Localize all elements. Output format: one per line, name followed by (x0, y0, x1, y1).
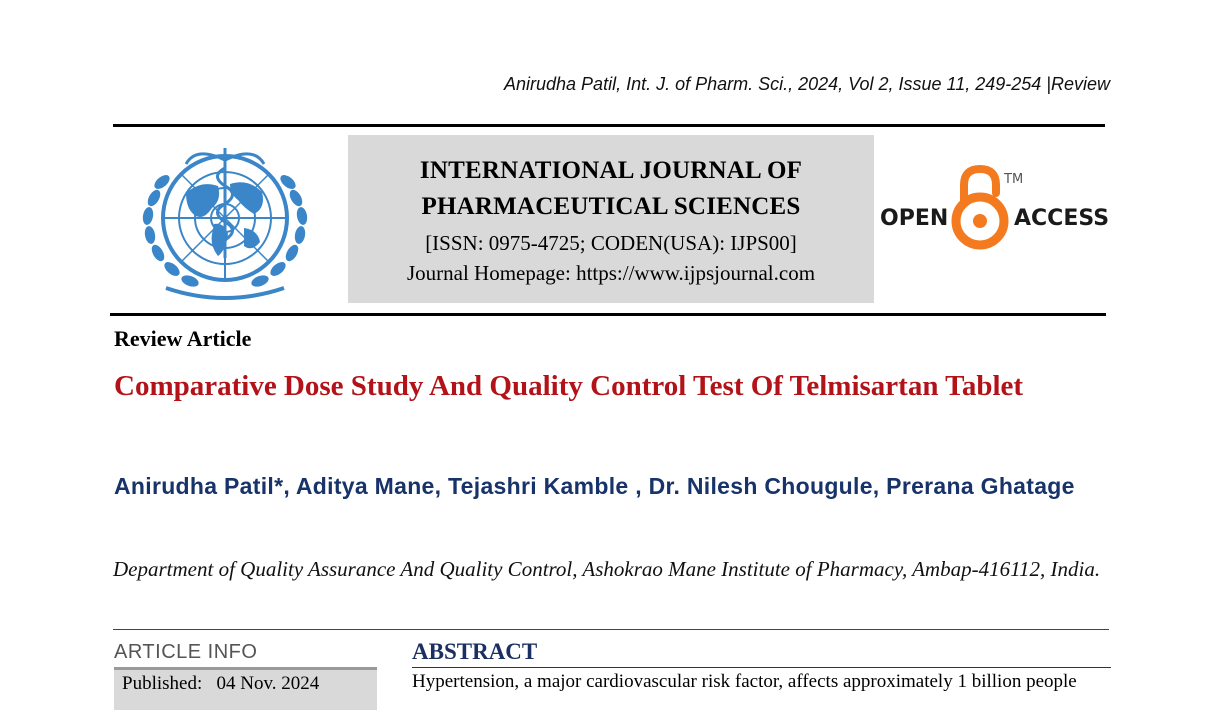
trademark-mark: TM (1004, 172, 1024, 187)
article-authors: Anirudha Patil*, Aditya Mane, Tejashri Kamble , Dr. Nilesh Chougule, Prerana Ghatage (114, 473, 1075, 499)
open-lock-icon (956, 169, 1004, 245)
homepage-line: Journal Homepage: https://www.ijpsjournal.com (406, 261, 816, 285)
open-word: OPEN (880, 206, 949, 231)
published-label: Published: (122, 673, 203, 694)
journal-name-line2: PHARMACEUTICAL SCIENCES (421, 193, 801, 220)
journal-name-line1: INTERNATIONAL JOURNAL OF (419, 157, 803, 184)
abstract-rule (412, 667, 1111, 668)
access-word: ACCESS (1014, 206, 1110, 231)
abstract-text: Hypertension, a major cardiovascular risk factor, affects approximately 1 billion people (412, 671, 1077, 692)
issn-line: [ISSN: 0975-4725; CODEN(USA): IJPS00] (425, 231, 797, 255)
published-row (122, 673, 319, 695)
open-access-logo (880, 163, 1110, 253)
article-info-heading: ARTICLE INFO (114, 641, 258, 663)
header-bottom-rule (110, 313, 1106, 316)
running-head: Anirudha Patil, Int. J. of Pharm. Sci., 2024, Vol 2, Issue 11, 249-254 |Review (504, 74, 1110, 94)
who-emblem-logo (126, 138, 324, 306)
abstract-heading: ABSTRACT (412, 639, 538, 664)
published-date: 04 Nov. 2024 (216, 673, 320, 694)
section-divider (113, 629, 1109, 630)
journal-banner (348, 135, 874, 303)
header-top-rule (113, 124, 1105, 127)
article-type: Review Article (114, 326, 252, 351)
author-affiliation: Department of Quality Assurance And Quality Control, Ashokrao Mane Institute of Pharmacy, Ambap-416112, India. (113, 557, 1101, 581)
article-title: Comparative Dose Study And Quality Control Test Of Telmisartan Tablet (114, 370, 1024, 402)
